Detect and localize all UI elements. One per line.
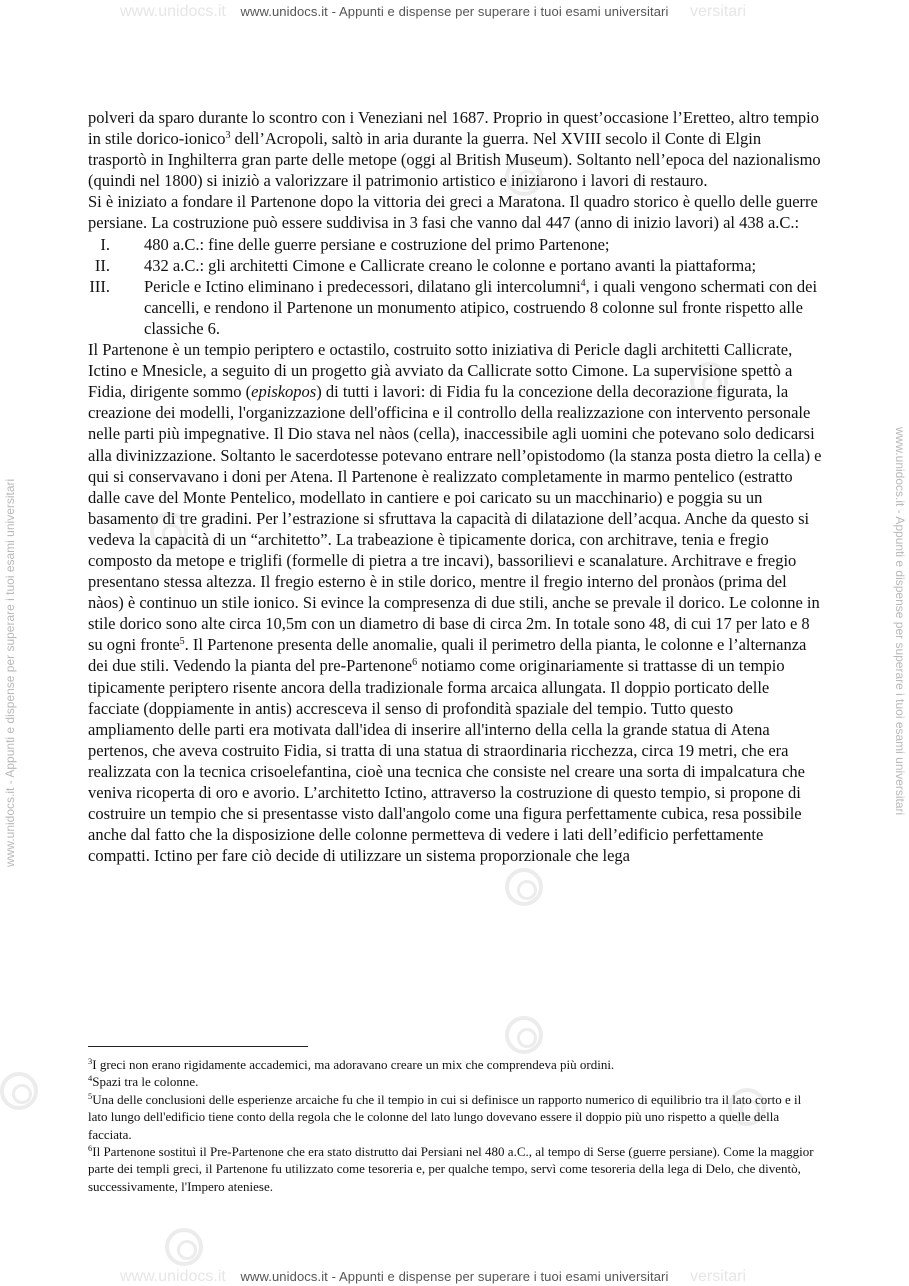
watermark-faint-url: www.unidocs.it <box>120 3 226 20</box>
footnote: $^4$Spazi tra le colonne. <box>88 1073 199 1090</box>
watermark-faint-tail: versitari <box>690 3 747 20</box>
watermark-header: www.unidocs.it - Appunti e dispense per superare i tuoi esami universitari <box>240 4 669 19</box>
watermark-faint-tail-bottom: versitari <box>690 1268 747 1285</box>
paragraph-parthenon-description: Il Partenone è un tempio periptero e octastilo, costruito sotto iniziativa di Pericle dagli architetti Callicrate, Ictino e Mnesicle, a seguito di un progetto già avviato da Callicrate sotto Cimone. La supervisione spettò a Fidia, dirigente sommo (episkopos) di tutti i lavori: di Fidia fu la concezione della decorazione figurata, la creazione dei modelli, l'organizzazione dell'officina e il controllo della realizzazione con intervento personale nelle parti più impegnative. Il Dio stava nel nàos (cella), inaccessibile agli uomini che potevano solo dedicarsi alla divinizzazione. Soltanto le sacerdotesse potevano entrare nell’opistodomo (la stanza posta dietro la cella) e qui si conservavano i doni per Atena. Il Partenone è realizzato completamente in marmo pentelico (estratto dalle cave del Monte Pentelico, modellato in cantiere e poi caricato su un macchinario) e poggia su un basamento di tre gradini. Per l’estrazione si sfruttava la capacità di dilatazione dell’acqua. Anche da questo si vedeva la capacità di un “architetto”. La trabeazione è tipicamente dorica, con architrave, tenia e fregio composto da metope e triglifi (formelle di pietra a tre incavi), bassorilievi e scanalature. Architrave e fregio presentano stessa altezza. Il fregio esterno è in stile dorico, mentre il fregio interno del pronàos (prima del nàos) è continuo un stile ionico. Si evince la compresenza di due stili, anche se prevale il dorico. Le colonne in stile dorico sono alte circa 10,5m con un diametro di base di circa 2m. In totale sono 48, di cui 17 per lato e 8 su ogni fronte$^5$. Il Partenone presenta delle anomalie, quali il perimetro della pianta, le colonne e l’alternanza dei due stili. Vedendo la pianta del pre-Partenone$^6$ notiamo come originariamente si trattasse di un tempio tipicamente periptero risente ancora della tradizionale forma arcaica allungata. Il doppio porticato delle facciate (doppiamente in antis) accresceva il senso di profondità spaziale del tempio. Tutto questo ampliamento delle parti era motivata dall'idea di inserire all'interno della cella la grande statua di Atena pertenos, che aveva costruito Fidia, si tratta di una statua di straordinaria ricchezza, circa 19 metri, che era realizzata con la tecnica crisoelefantina, cioè una tecnica che consiste nel creare una sorta di impalcatura che veniva ricoperta di oro e avorio. L’architetto Ictino, attraverso la costruzione di questo tempio, si propone di costruire un tempio che si presentasse visto dall'angolo come una figura perfettamente cubica, resa possibile anche dal fatto che la disposizione delle colonne permetteva di vedere i lati dell’edificio perfettamente compatti. Ictino per fare ciò decide di utilizzare un sistema proporzionale che lega <box>88 340 822 866</box>
list-item: II. 432 a.C.: gli architetti Cimone e Callicrate creano le colonne e portano avanti la piattaforma; <box>94 255 757 275</box>
footnotes <box>88 1056 823 1195</box>
footnote: $^3$I greci non erano rigidamente accademici, ma adoravano creare un mix che comprendeva più ordini. <box>88 1056 615 1072</box>
watermark-logo-icon <box>0 1072 38 1110</box>
paragraph-construction-phases: Si è iniziato a fondare il Partenone dopo la vittoria dei greci a Maratona. Il quadro storico è quello delle guerre persiane. La costruzione può essere suddivisa in 3 fasi che vanno dal 447 (anno di inizio lavori) al 438 a.C.: <box>88 192 818 233</box>
watermark-footer: www.unidocs.it - Appunti e dispense per superare i tuoi esami universitari <box>240 1269 669 1284</box>
page-body <box>88 107 823 866</box>
watermark-logo-icon <box>165 1228 203 1266</box>
watermark-faint-url-bottom: www.unidocs.it <box>120 1268 226 1285</box>
footnote-ref-6: 6 <box>412 657 418 669</box>
watermark-logo-icon <box>505 868 543 906</box>
footnote: $^5$Una delle conclusioni delle esperienze arcaiche fu che il tempio in cui si definisce un rapporto numerico di equilibrio tra il lato corto e il lato lungo dell'edificio tiene conto della regola che le colonne del lato lungo dovevano essere il doppio più uno rispetto a quelle della facciata. <box>88 1090 802 1142</box>
footnote-ref-5: 5 <box>179 636 185 648</box>
phases-list <box>88 234 823 339</box>
list-item: III. Pericle e Ictino eliminano i predecessori, dilatano gli intercolumni$^4$, i quali vengono schermati con dei cancelli, e rendono il Partenone un monumento atipico, costruendo 8 colonne sul fronte rispetto alle classiche 6. <box>89 276 818 338</box>
footnote: $^6$Il Partenone sostituì il Pre-Partenone che era stato distrutto dai Persiani nel 480 a.C., al tempo di Serse (guerre persiane). Come la maggior parte dei templi greci, il Partenone fu utilizzato come tesoreria e, per qualche tempo, servì come tesoreria della lega di Delo, che diventò, successivamente, l'Impero ateniese. <box>88 1143 814 1194</box>
footnote-separator <box>88 1046 308 1047</box>
watermark-right-side: www.unidocs.it - Appunti e dispense per superare i tuoi esami universitari <box>893 427 907 816</box>
paragraph-parthenon-history: polveri da sparo durante lo scontro con i Veneziani nel 1687. Proprio in quest’occasione l’Eretteo, altro tempio in stile dorico-ionico$^3$ dell’Acropoli, saltò in aria durante la guerra. Nel XVIII secolo il Conte di Elgin trasportò in Inghilterra gran parte delle metope (oggi al British Museum). Soltanto nell’epoca del nazionalismo (quindi nel 1800) si iniziò a valorizzare il patrimonio artistico e iniziarono i lavori di restauro. <box>88 108 821 191</box>
footnote-ref-4: 4 <box>580 277 586 289</box>
list-item: I. 480 a.C.: fine delle guerre persiane e costruzione del primo Partenone; <box>100 234 610 254</box>
watermark-left-side: www.unidocs.it - Appunti e dispense per superare i tuoi esami universitari <box>3 478 17 867</box>
footnote-ref-3: 3 <box>225 130 231 142</box>
watermark-logo-icon <box>505 1016 543 1054</box>
